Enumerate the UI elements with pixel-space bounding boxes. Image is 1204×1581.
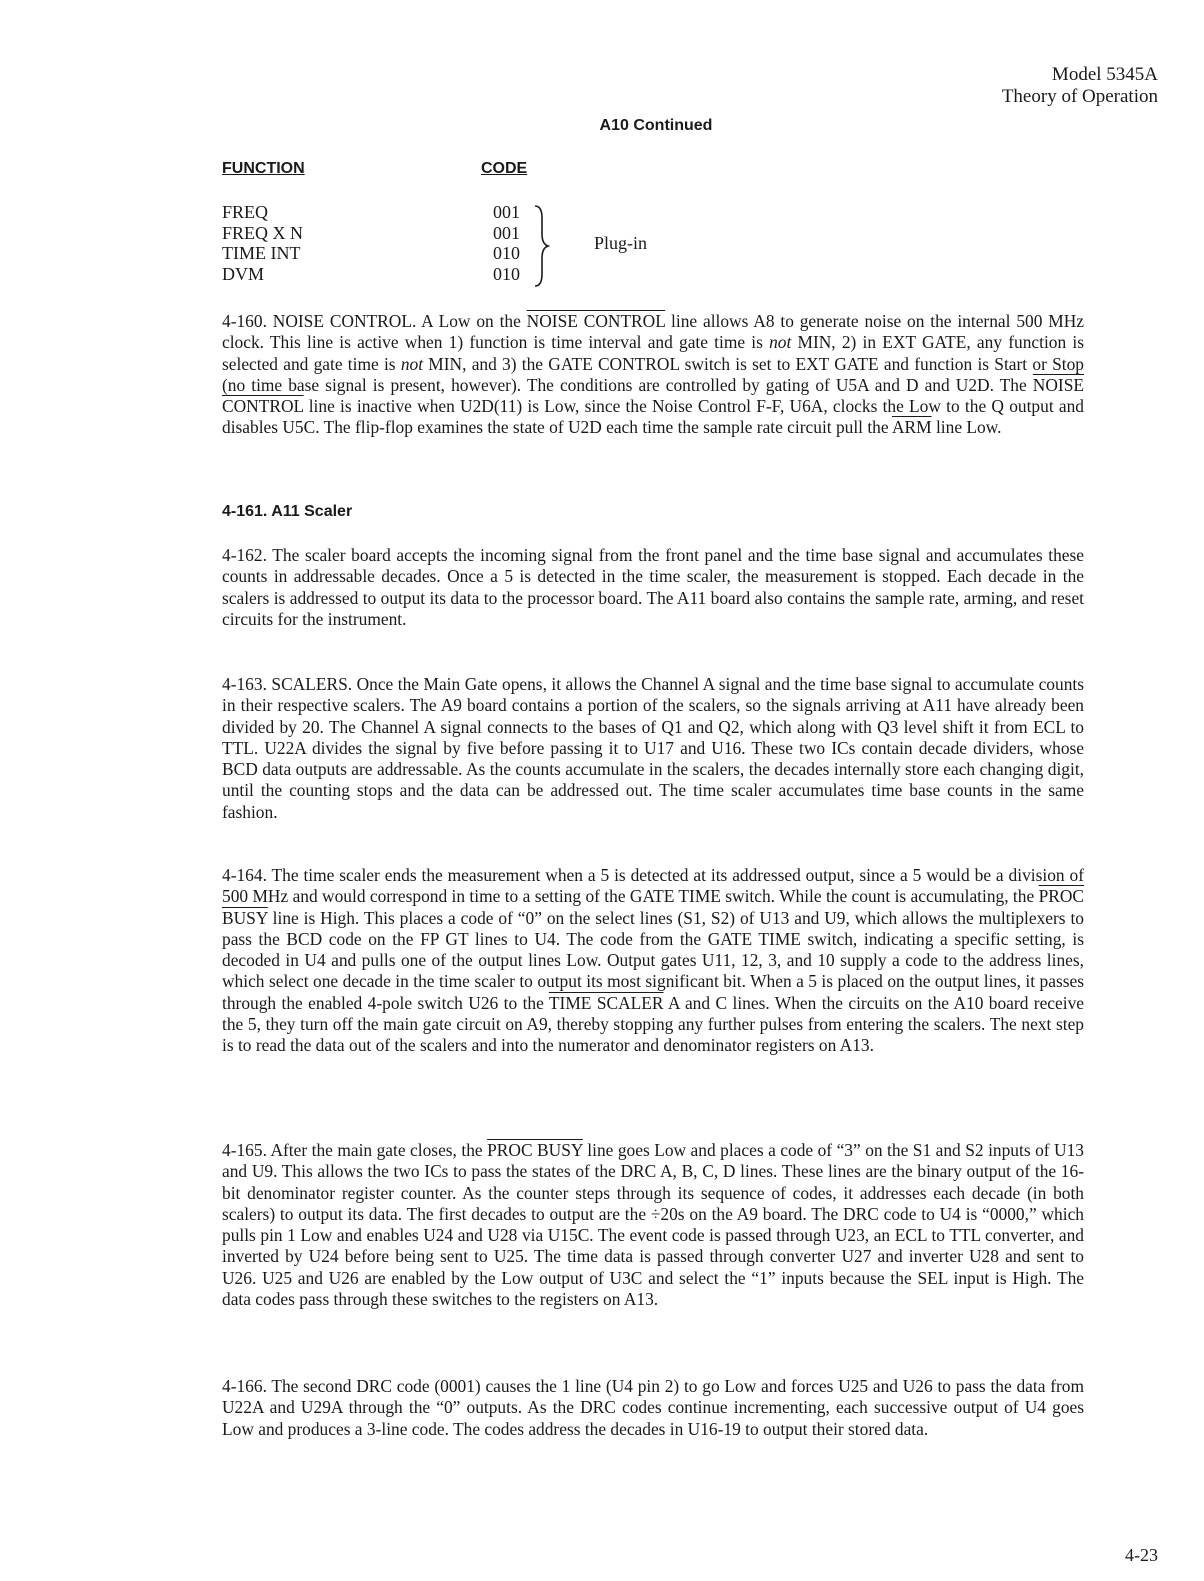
section-heading-4-161: 4-161. A11 Scaler bbox=[222, 503, 353, 520]
text-run: line is High. This places a code of “0” on the select lines (S1, S2) of U13 and U9, which allows the multiplexers to pass the BCD code on the FP GT lines to U4. The code from the GATE TIME switch, indicating a specific setting, is decoded in U4 and pulls one of the output lines Low. Output gates U11, 12, 3, and 10 supply a code to the address lines, which select one decade in the time scaler to output its most significant bit. When a 5 is placed on the output lines, it passes through the enabled 4-pole switch U26 to the bbox=[222, 907, 1084, 1013]
function-cell: TIME INT bbox=[222, 243, 301, 263]
function-cell: FREQ bbox=[222, 202, 269, 222]
emphasis-not: not bbox=[769, 332, 792, 353]
paragraph-4-164 bbox=[222, 865, 1084, 1057]
paragraph-4-165 bbox=[222, 1140, 1084, 1310]
text-run: line allows A8 to generate noise on the internal 500 MHz clock. This line is active when 1) function is time interval and gate time is bbox=[222, 311, 1084, 353]
code-cell: 010 bbox=[493, 263, 520, 284]
right-brace-icon bbox=[530, 204, 552, 288]
text-run: 4-160. NOISE CONTROL. A Low on the bbox=[222, 311, 527, 331]
paragraph-4-163: 4-163. SCALERS. Once the Main Gate opens, it allows the Channel A signal and the time base signal to accumulate counts in their respective scalers. The A9 board contains a portion of the scalers, so the signals arriving at A11 have already been divided by 20. The Channel A signal connects to the bases of Q1 and Q2, which along with Q3 level shift it from ECL to TTL. U22A divides the signal by five before passing it to U17 and U16. These two ICs contain decade dividers, whose BCD data outputs are addressable. As the counts accumulate in the scalers, the decades internally store each changing digit, until the counting stops and the data can be addressed out. The time scaler accumulates time base counts in the same fashion. bbox=[222, 674, 1084, 822]
signal-name-proc-busy: PROC BUSY bbox=[487, 1140, 583, 1160]
signal-name-arm: $\overline{ARM}$ bbox=[892, 417, 932, 438]
signal-name-time-scaler: TIME SCALER bbox=[548, 992, 664, 1013]
function-cell: DVM bbox=[222, 263, 265, 284]
paragraph-4-160 bbox=[222, 311, 1084, 439]
text-run: line is inactive when U2D(11) is Low, since the Noise Control F-F, U6A, clocks the Low to the Q output and disables U5C. The flip-flop examines the state of U2D each time the sample rate circuit pull the bbox=[222, 396, 1084, 438]
signal-name-noise-control: NOISE CONTROL bbox=[526, 311, 666, 331]
plugin-label: Plug-in bbox=[594, 233, 648, 253]
header-section: Theory of Operation bbox=[1001, 86, 1158, 107]
text-run: 4-165. After the main gate closes, the bbox=[222, 1140, 488, 1160]
code-cell: 001 bbox=[493, 202, 520, 222]
text-run: line Low. bbox=[931, 417, 1002, 438]
header-model: Model 5345A bbox=[1051, 64, 1158, 85]
text-run: A and C lines. When the circuits on the A10 board receive the 5, they turn off the main gate circuit on A9, thereby stopping any further pulses from entering the scalers. The next step is to read the data out of the scalers and into the numerator and denominator registers on A13. bbox=[222, 992, 1084, 1056]
code-cell: 010 bbox=[493, 243, 520, 263]
function-cell: FREQ X N bbox=[222, 222, 304, 243]
signal-name-noise-control: NOISE CONTROL bbox=[222, 374, 1084, 417]
text-run: line goes Low and places a code of “3” on the S1 and S2 inputs of U13 and U9. This allows the two ICs to pass the states of the DRC A, B, C, D lines. These lines are the binary output of the 16-bit denominator register counter. As the counter steps through its sequence of codes, it addresses each decade (in both scalers) to output its data. The first decades to output are the ÷20s on the A9 board. The DRC code to U4 is “0000,” which pulls pin 1 Low and enables U24 and U28 via U15C. The event code is passed through U23, an ECL to TTL converter, and inverted by U24 before being sent to U25. The time data is passed through converter U27 and inverter U28 and sent to U26. U25 and U26 are enabled by the Low output of U3C and select the “1” inputs because the SEL input is High. The data codes pass through these switches to the registers on A13. bbox=[222, 1140, 1085, 1310]
text-run: 4-164. The time scaler ends the measurement when a 5 is detected at its addressed output, since a 5 would be a division of 500 MHz and would correspond in time to a setting of the GATE TIME switch. While the count is accumulating, the bbox=[222, 865, 1084, 907]
continued-title: A10 Continued bbox=[599, 117, 713, 134]
code-column-header: CODE bbox=[481, 160, 528, 177]
signal-name-proc-busy: PROC BUSY bbox=[222, 886, 1084, 928]
page-number: 4-23 bbox=[1125, 1545, 1158, 1565]
emphasis-not: not bbox=[400, 353, 424, 374]
function-column-header: FUNCTION bbox=[222, 160, 305, 177]
running-header bbox=[1002, 64, 1158, 108]
text-run: MIN, 2) in EXT GATE, any function is selected and gate time is bbox=[222, 332, 1084, 374]
paragraph-4-162: 4-162. The scaler board accepts the incoming signal from the front panel and the time base signal and accumulates these counts in addressable decades. Once a 5 is detected in the time scaler, the measurement is stopped. Each decade in the scalers is addressed to output its data to the processor board. The A11 board also contains the sample rate, arming, and reset circuits for the instrument. bbox=[222, 545, 1084, 629]
text-run: MIN, and 3) the GATE CONTROL switch is set to EXT GATE and function is Start or Stop (no time base signal is present, however). The conditions are controlled by gating of U5A and D and U2D. The bbox=[222, 353, 1084, 395]
paragraph-4-166: 4-166. The second DRC code (0001) causes the 1 line (U4 pin 2) to go Low and forces U25 and U26 to pass the data from U22A and U29A through the “0” outputs. As the DRC codes continue incrementing, each successive output of U4 goes Low and produces a 3-line code. The codes address the decades in U16-19 to output their stored data. bbox=[222, 1376, 1084, 1439]
code-cell: 001 bbox=[493, 222, 520, 243]
